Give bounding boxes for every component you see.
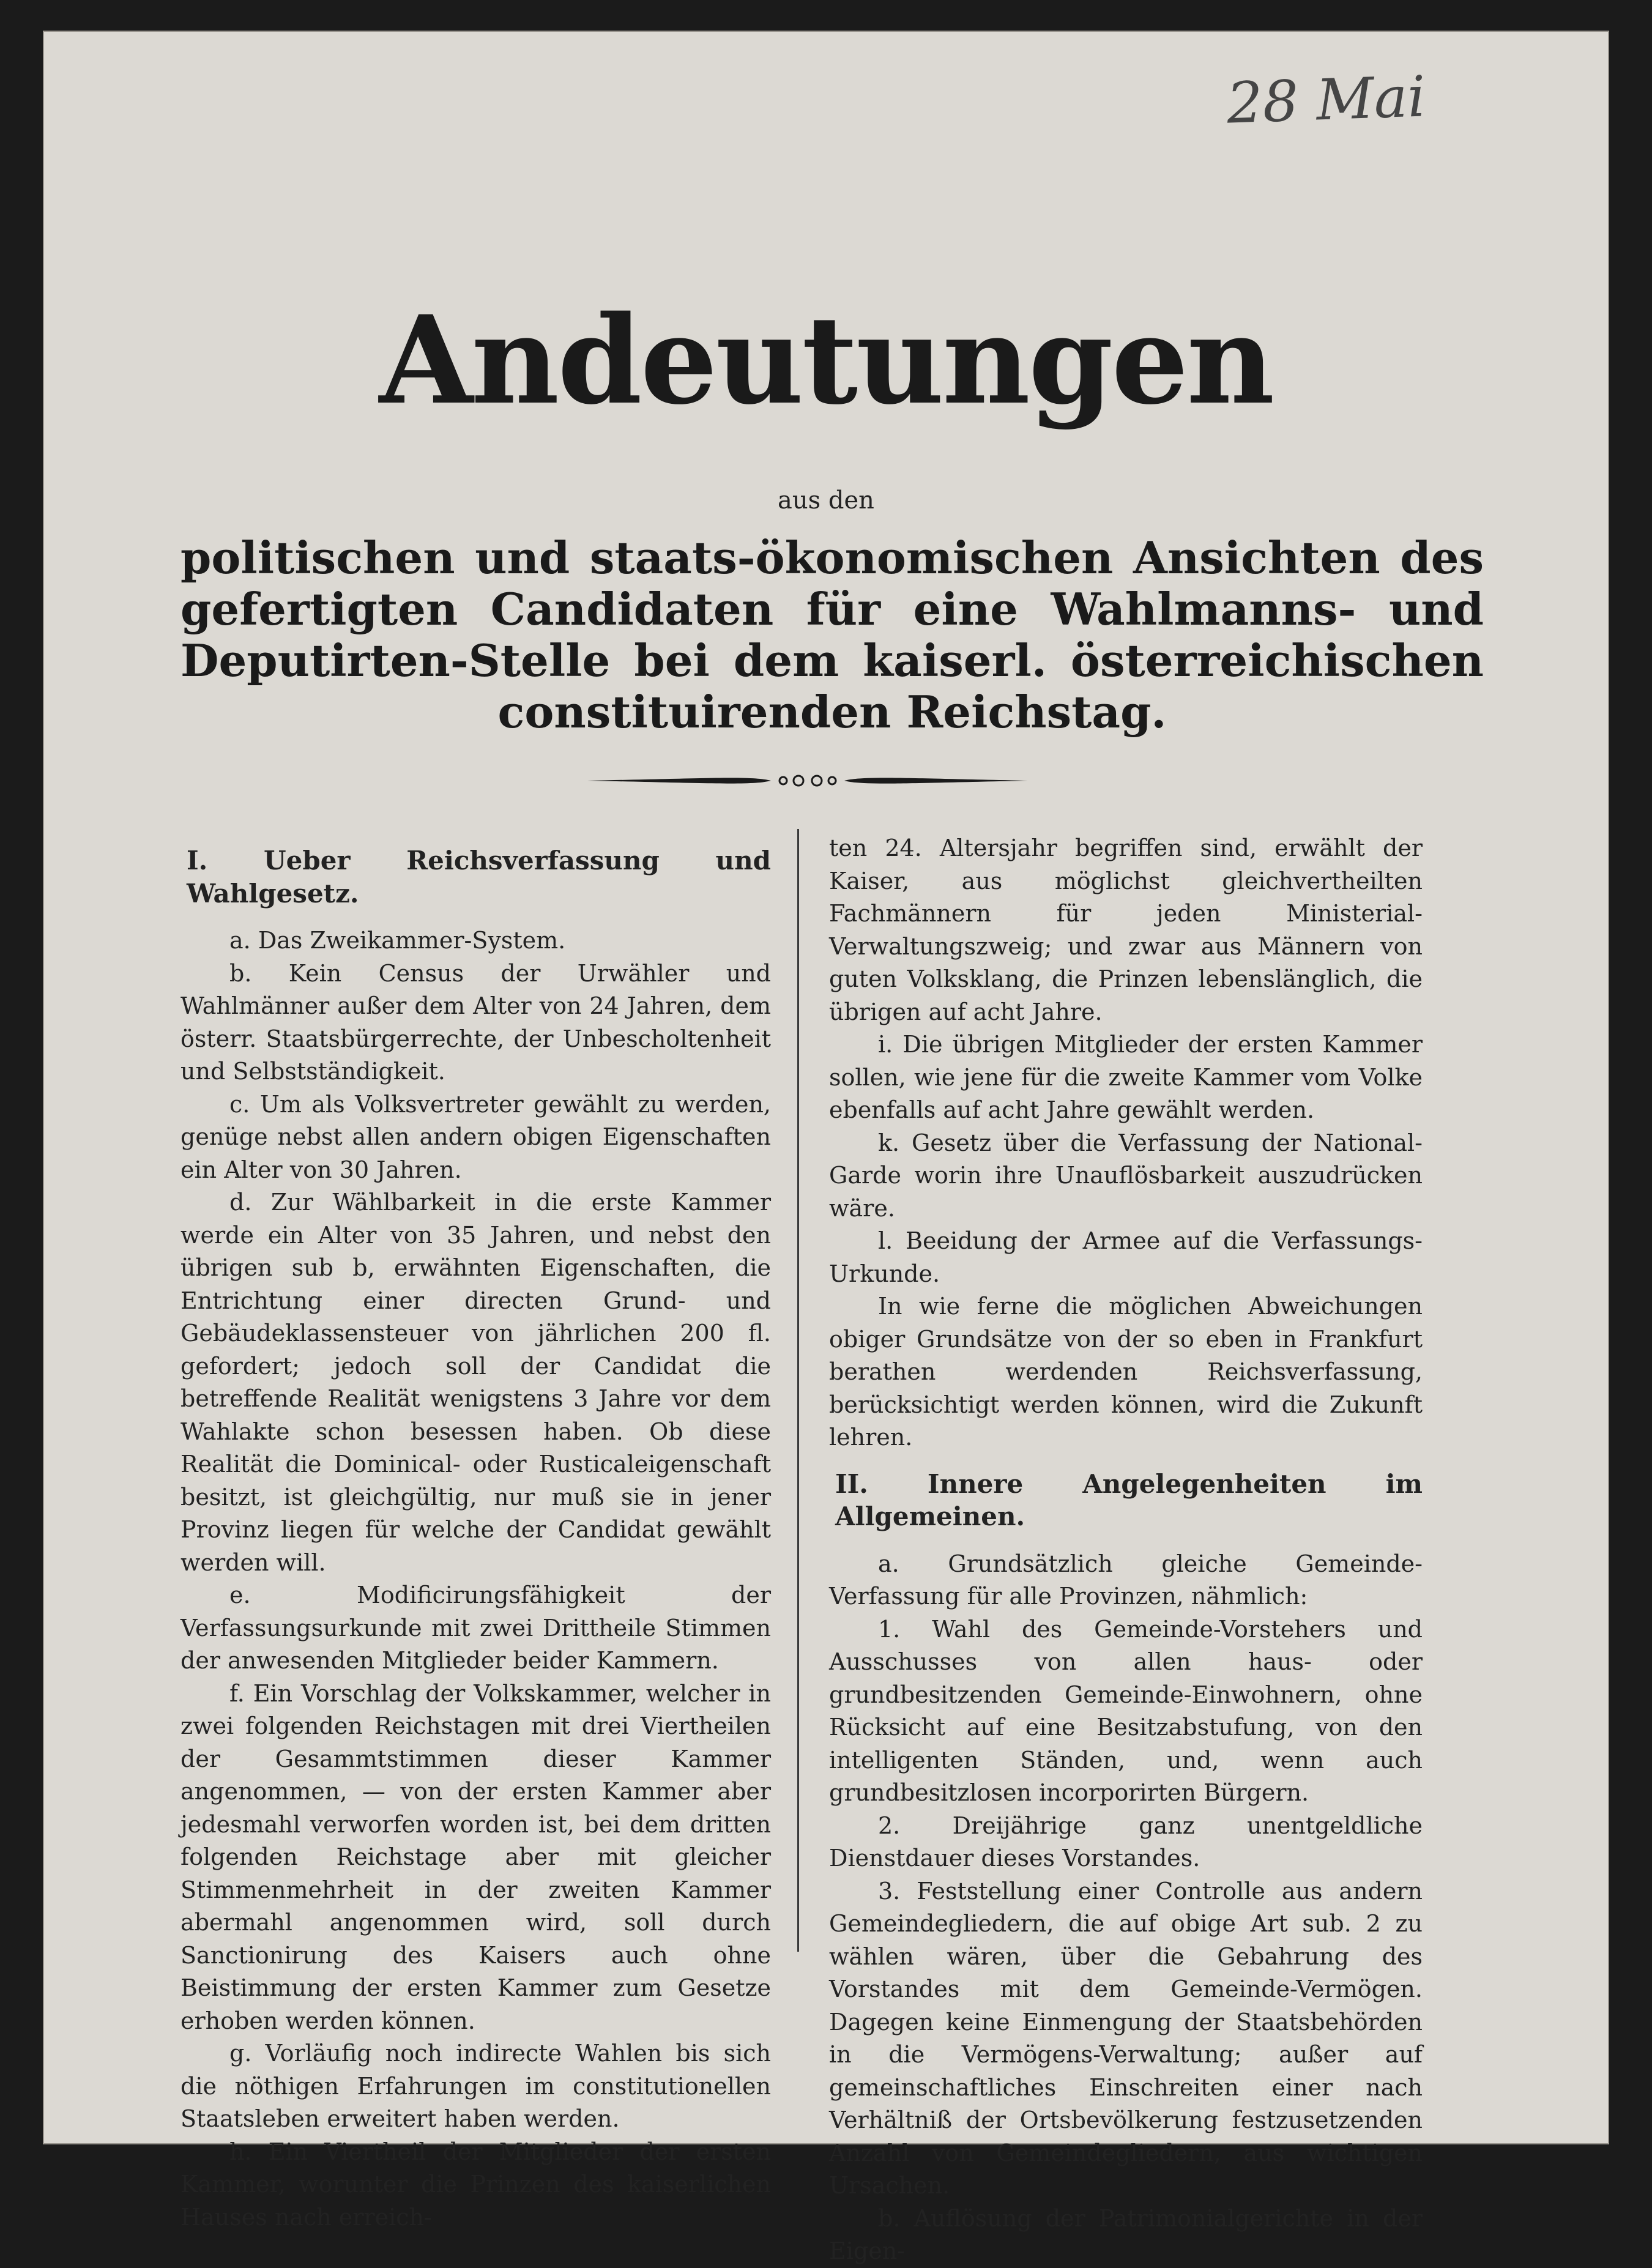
paragraph: g. Vorläufig noch indirecte Wahlen bis sich die nöthigen Erfahrungen im constitutionellen Staatsleben erweitert haben werden. — [180, 2040, 771, 2132]
right-column — [829, 832, 1423, 2268]
handwritten-date-note: 28 Mai — [1226, 64, 1427, 136]
left-column — [180, 832, 771, 2234]
subtitle: aus den — [778, 486, 874, 515]
paragraph: 3. Feststellung einer Controlle aus andern Gemeindegliedern, die auf obige Art sub. 2 zu wählen wären, über die Gebahrung des Vorstandes mit dem Gemeinde-Vermögen. Dagegen keine Einmengung der Staatsbehörden in die Vermögens-Verwaltung; außer auf gemeinschaftliches Einschreiten einer nach Verhältniß der Ortsbevölkerung festzusetzenden Anzahl von Gemeindegliedern, aus wichtigen Ursachen. — [829, 1877, 1423, 2199]
paragraph: l. Beeidung der Armee auf die Verfassungs-Urkunde. — [829, 1227, 1423, 1287]
paragraph: 2. Dreijährige ganz unentgeldliche Dienstdauer dieses Vorstandes. — [829, 1812, 1423, 1872]
document-page — [43, 31, 1609, 2264]
paragraph: e. Modificirungsfähigkeit der Verfassungsurkunde mit zwei Drittheile Stimmen der anwesenden Mitglieder beider Kammern. — [180, 1582, 771, 1674]
page-title: Andeutungen — [379, 289, 1273, 431]
section-2-title: II. Innere Angelegenheiten im Allgemeinen. — [835, 1468, 1423, 1531]
paragraph-continuation: ten 24. Altersjahr begriffen sind, erwählt der Kaiser, aus möglichst gleichvertheilten Fachmännern für jeden Ministerial-Verwaltungszweig; und zwar aus Männern von guten Volksklang, die Prinzen lebenslänglich, die übrigen auf acht Jahre. — [829, 835, 1423, 1025]
section-1-title: I. Ueber Reichsverfassung und Wahlgesetz. — [187, 846, 771, 909]
paragraph: b. Auflösung der Patrimonialgerichte in der Eigen- — [829, 2204, 1423, 2264]
paragraph: k. Gesetz über die Verfassung der National-Garde worin ihre Unauflösbarkeit auszudrücken wäre. — [829, 1129, 1423, 1222]
heading-text: politischen und staats-ökonomischen Ansichten des gefertigten Candidaten für eine Wahlmanns- und Deputirten-Stelle bei dem kaiserl. österreichischen constituirenden Reichstag. — [180, 532, 1484, 738]
paragraph: In wie ferne die möglichen Abweichungen obiger Grundsätze von der so eben in Frankfurt berathen werdenden Reichsverfassung, berücksichtigt werden können, wird die Zukunft lehren. — [829, 1293, 1423, 1451]
paragraph: f. Ein Vorschlag der Volkskammer, welcher in zwei folgenden Reichstagen mit drei Viertheilen der Gesammtstimmen dieser Kammer angenommen, — von der ersten Kammer aber jedesmahl verworfen worden ist, bei dem dritten folgenden Reichstage aber mit gleicher Stimmenmehrheit in der zweiten Kammer abermahl angenommen wird, soll durch Sanctionirung des Kaisers auch ohne Beistimmung der ersten Kammer zum Gesetze erhoben werden können. — [180, 1679, 771, 2034]
paragraph: a. Grundsätzlich gleiche Gemeinde-Verfassung für alle Provinzen, nähmlich: — [829, 1550, 1423, 1610]
paragraph: c. Um als Volksvertreter gewählt zu werden, genüge nebst allen andern obigen Eigenschaften ein Alter von 30 Jahren. — [180, 1090, 771, 1183]
paragraph: i. Die übrigen Mitglieder der ersten Kammer sollen, wie jene für die zweite Kammer vom Volke ebenfalls auf acht Jahre gewählt werden. — [829, 1031, 1423, 1123]
paragraph: 1. Wahl des Gemeinde-Vorstehers und Ausschusses von allen haus- oder grundbesitzenden Gemeinde-Einwohnern, ohne Rücksicht auf eine Besitzabstufung, von den intelligenten Ständen, und, wenn auch grundbesitzlosen incorporirten Bürgern. — [829, 1615, 1423, 1806]
paragraph: a. Das Zweikammer-System. — [229, 927, 566, 954]
column-divider — [797, 829, 799, 1952]
paragraph: b. Kein Census der Urwähler und Wahlmänner außer dem Alter von 24 Jahren, dem österr. Staatsbürgerrechte, der Unbescholtenheit und Selbstständigkeit. — [180, 959, 771, 1085]
ornament-divider-icon — [587, 768, 1028, 793]
paragraph: d. Zur Wählbarkeit in die erste Kammer werde ein Alter von 35 Jahren, und nebst den übrigen sub b, erwähnten Eigenschaften, die Entrichtung einer directen Grund- und Gebäudeklassensteuer von jährlichen 200 fl. gefordert; jedoch soll der Candidat die betreffende Realität wenigstens 3 Jahre vor dem Wahlakte schon besessen haben. Ob diese Realität die Dominical- oder Rusticaleigenschaft besitzt, ist gleichgültig, nur muß sie in jener Provinz liegen für welche der Candidat gewählt werden will. — [180, 1189, 771, 1576]
paragraph: h. Ein Viertheil der Mitglieder der ersten Kammer, worunter die Prinzen des kaiserlichen Hauses nach erreich- — [180, 2138, 771, 2231]
